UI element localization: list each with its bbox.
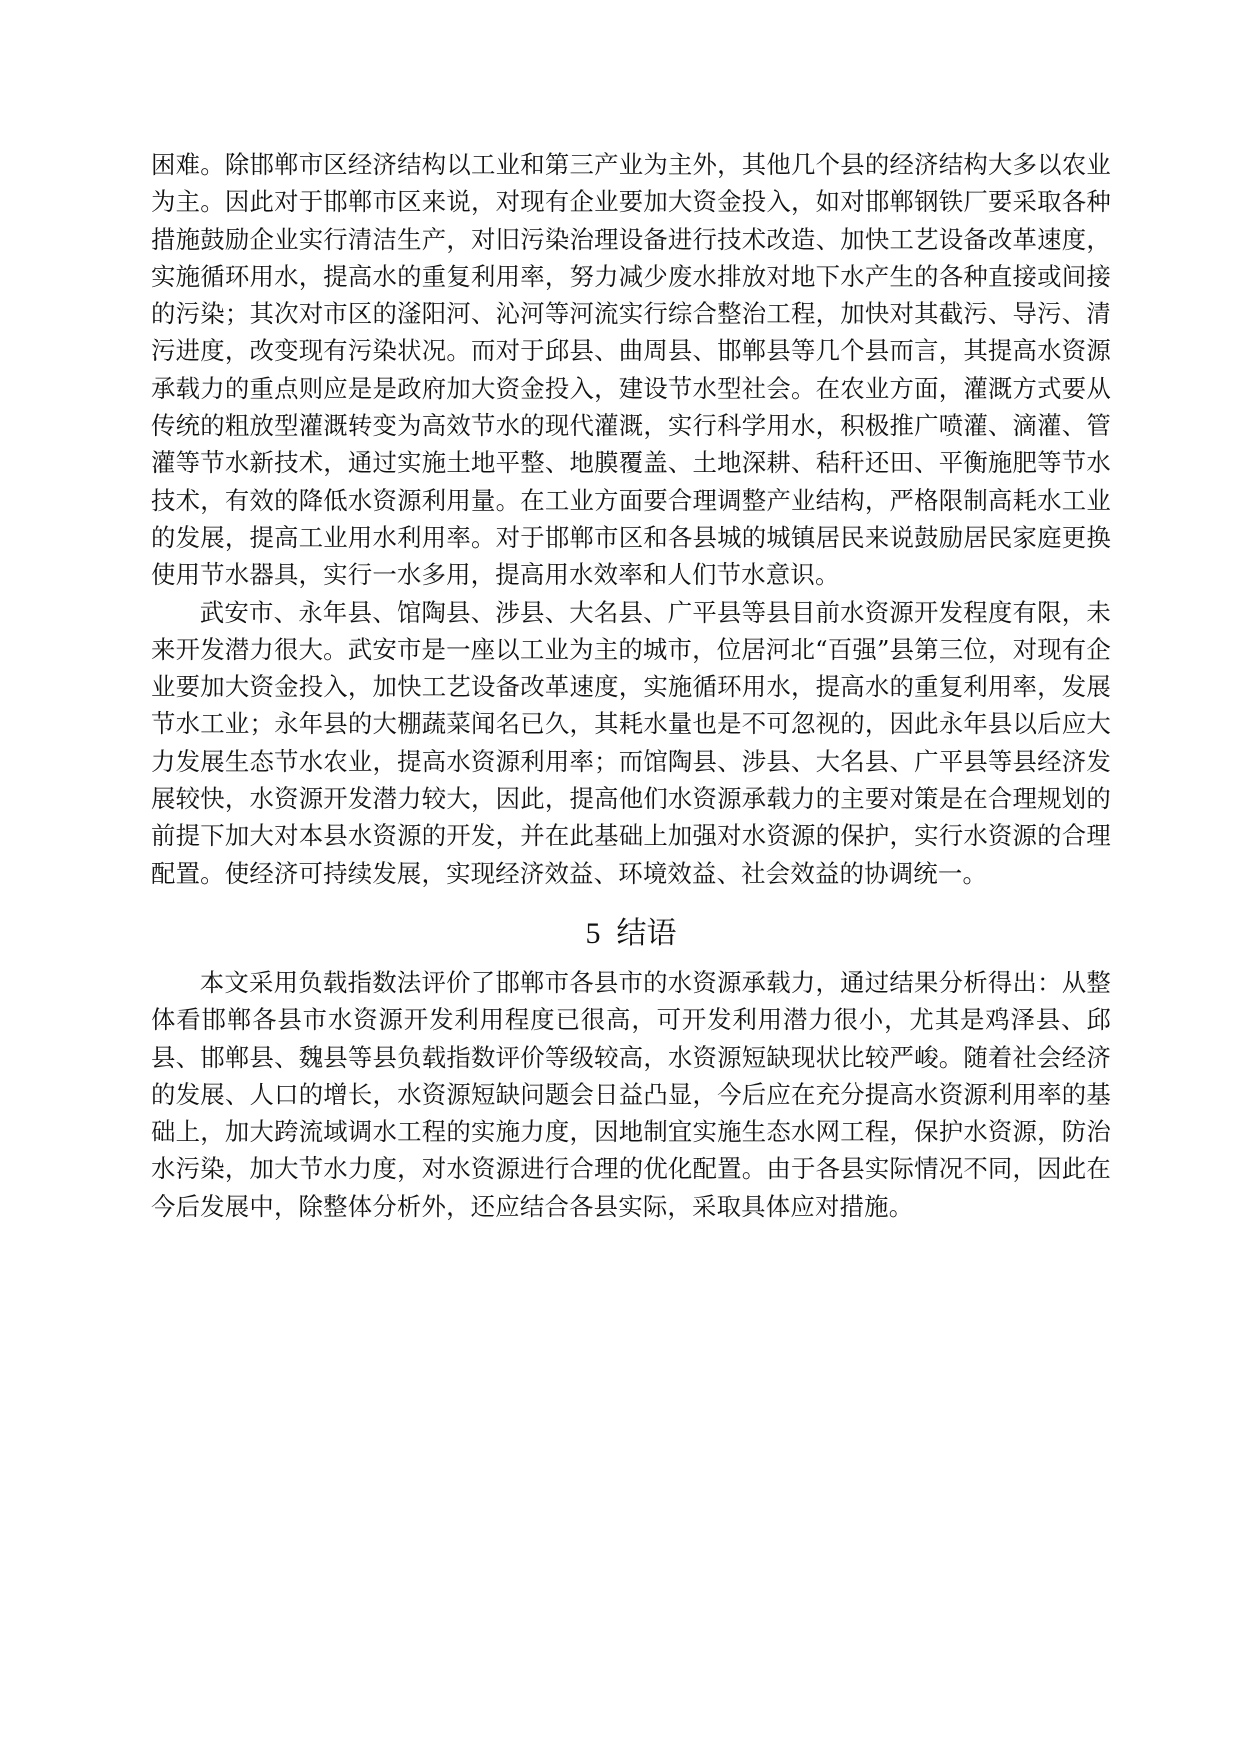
section-number: 5 xyxy=(585,916,601,950)
paragraph-development-potential: 武安市、永年县、馆陶县、涉县、大名县、广平县等县目前水资源开发程度有限，未来开发潜力很大。武安市是一座以工业为主的城市，位居河北“百强”县第三位，对现有企业要加大资金投入，加快工艺设备改革速度，实施循环用水，提高水的重复利用率，发展节水工业；永年县的大棚蔬菜闻名已久，其耗水量也是不可忽视的，因此永年县以后应大力发展生态节水农业，提高水资源利用率；而馆陶县、涉县、大名县、广平县等县经济发展较快，水资源开发潜力较大，因此，提高他们水资源承载力的主要对策是在合理规划的前提下加大对本县水资源的开发，并在此基础上加强对水资源的保护，实行水资源的合理配置。使经济可持续发展，实现经济效益、环境效益、社会效益的协调统一。 xyxy=(151,597,1111,888)
section-title: 结语 xyxy=(616,915,677,951)
paragraph-continuation: 困难。除邯郸市区经济结构以工业和第三产业为主外，其他几个县的经济结构大多以农业为主。因此对于邯郸市区来说，对现有企业要加大资金投入，如对邯郸钢铁厂要采取各种措施鼓励企业实行清洁生产，对旧污染治理设备进行技术改造、加快工艺设备改革速度，实施循环用水，提高水的重复利用率，努力减少废水排放对地下水产生的各种直接或间接的污染；其次对市区的滏阳河、沁河等河流实行综合整治工程，加快对其截污、导污、清污进度，改变现有污染状况。而对于邱县、曲周县、邯郸县等几个县而言，其提高水资源承载力的重点则应是是政府加大资金投入，建设节水型社会。在农业方面，灌溉方式要从传统的粗放型灌溉转变为高效节水的现代灌溉，实行科学用水，积极推广喷灌、滴灌、管灌等节水新技术，通过实施土地平整、地膜覆盖、土地深耕、秸秆还田、平衡施肥等节水技术，有效的降低水资源利用量。在工业方面要合理调整产业结构，严格限制高耗水工业的发展，提高工业用水利用率。对于邯郸市区和各县城的城镇居民来说鼓励居民家庭更换使用节水器具，实行一水多用，提高用水效率和人们节水意识。 xyxy=(151,150,1111,590)
section-heading xyxy=(151,912,1111,956)
document-page xyxy=(151,146,1111,1225)
paragraph-conclusion: 本文采用负载指数法评价了邯郸市各县市的水资源承载力，通过结果分析得出：从整体看邯郸各县市水资源开发利用程度已很高，可开发利用潜力很小，尤其是鸡泽县、邱县、邯郸县、魏县等县负载指数评价等级较高，水资源短缺现状比较严峻。随着社会经济的发展、人口的增长，水资源短缺问题会日益凸显，今后应在充分提高水资源利用率的基础上，加大跨流域调水工程的实施力度，因地制宜实施生态水网工程，保护水资源，防治水污染，加大节水力度，对水资源进行合理的优化配置。由于各县实际情况不同，因此在今后发展中，除整体分析外，还应结合各县实际，采取具体应对措施。 xyxy=(151,967,1111,1221)
